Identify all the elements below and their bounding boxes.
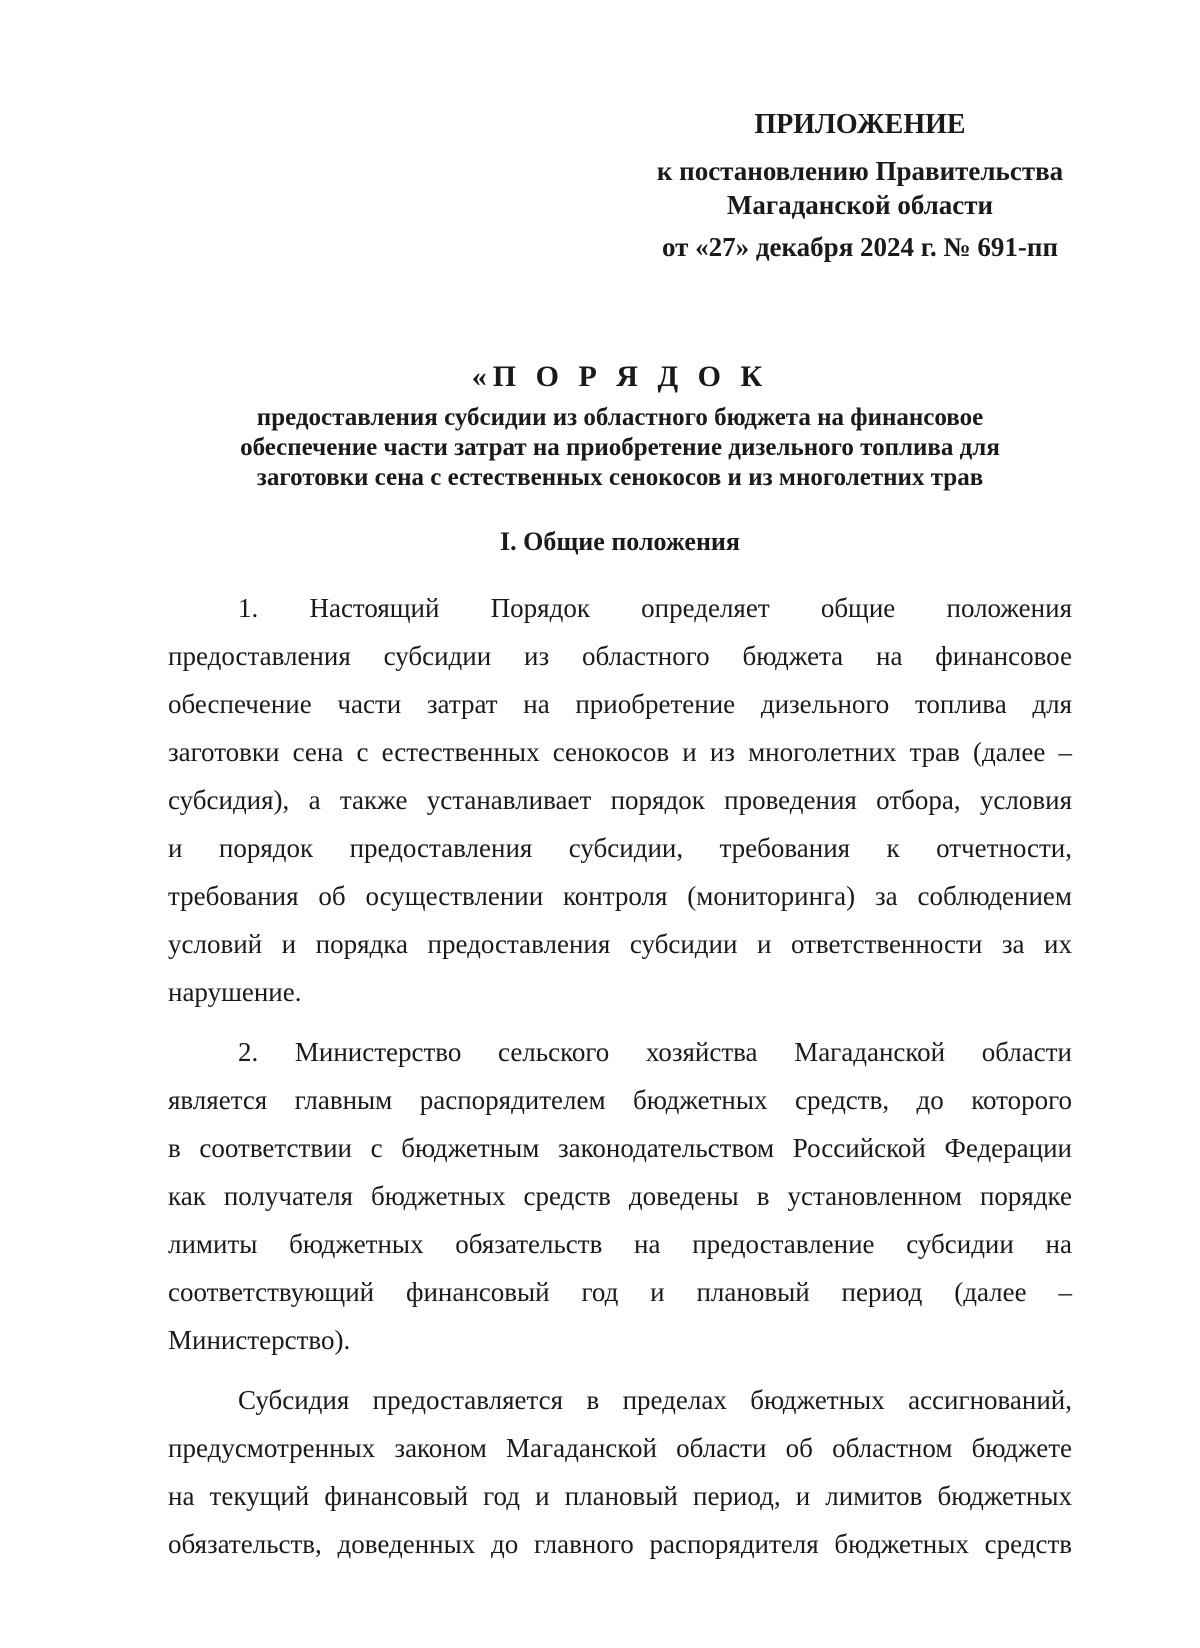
paragraph-line: является главным распорядителем бюджетных средств, до которого xyxy=(168,1085,1072,1115)
paragraph-line: Субсидия предоставляется в пределах бюджетных ассигнований, xyxy=(238,1385,1072,1415)
paragraph-gap xyxy=(168,1364,1072,1376)
document-subtitle-line: обеспечение части затрат на приобретение дизельного топлива для xyxy=(240,434,1000,461)
document-body xyxy=(168,584,1072,1568)
appendix-line-2: Магаданской области xyxy=(726,190,994,220)
appendix-line-1: к постановлению Правительства xyxy=(656,156,1064,186)
section-heading: I. Общие положения xyxy=(500,527,740,556)
paragraph-2 xyxy=(168,1028,1072,1364)
paragraph-line: как получателя бюджетных средств доведены в установленном порядке xyxy=(168,1181,1072,1211)
document-subtitle-line: предоставления субсидии из областного бюджета на финансовое xyxy=(256,404,984,431)
paragraph-line: предусмотренных законом Магаданской области об областном бюджете xyxy=(168,1433,1072,1463)
paragraph-gap xyxy=(168,1016,1072,1028)
paragraph-line: соответствующий финансовый год и плановый период (далее – xyxy=(168,1277,1072,1307)
paragraph-line: 2. Министерство сельского хозяйства Магаданской области xyxy=(238,1037,1072,1067)
paragraph-line: в соответствии с бюджетным законодательством Российской Федерации xyxy=(168,1133,1072,1163)
paragraph-line: обязательств, доведенных до главного распорядителя бюджетных средств xyxy=(168,1529,1072,1559)
document-subtitle-line: заготовки сена с естественных сенокосов и из многолетних трав xyxy=(256,464,984,491)
paragraph-1 xyxy=(168,584,1072,1016)
paragraph-line: лимиты бюджетных обязательств на предоставление субсидии на xyxy=(168,1229,1072,1259)
paragraph-line: на текущий финансовый год и плановый период, и лимитов бюджетных xyxy=(168,1481,1072,1511)
paragraph-line: предоставления субсидии из областного бюджета на финансовое xyxy=(168,641,1072,671)
paragraph-line: обеспечение части затрат на приобретение дизельного топлива для xyxy=(168,689,1072,719)
paragraph-line: 1. Настоящий Порядок определяет общие положения xyxy=(238,593,1072,623)
document-title-block xyxy=(150,355,1090,493)
paragraph-line: субсидия), а также устанавливает порядок проведения отбора, условия xyxy=(168,785,1072,815)
paragraph-line: условий и порядка предоставления субсидии и ответственности за их xyxy=(168,929,1072,959)
appendix-block xyxy=(600,108,1120,264)
paragraph-line: Министерство). xyxy=(168,1325,351,1355)
paragraph-line: и порядок предоставления субсидии, требования к отчетности, xyxy=(168,833,1072,863)
paragraph-line: нарушение. xyxy=(168,977,302,1007)
paragraph-line: заготовки сена с естественных сенокосов и из многолетних трав (далее – xyxy=(168,737,1072,767)
appendix-title: ПРИЛОЖЕНИЕ xyxy=(754,109,966,140)
paragraph-3 xyxy=(168,1376,1072,1568)
paragraph-line: требования об осуществлении контроля (мониторинга) за соблюдением xyxy=(168,881,1072,911)
appendix-date-line: от «27» декабря 2024 г. № 691-пп xyxy=(661,232,1059,262)
document-heading: «П О Р Я Д О К xyxy=(471,360,769,393)
